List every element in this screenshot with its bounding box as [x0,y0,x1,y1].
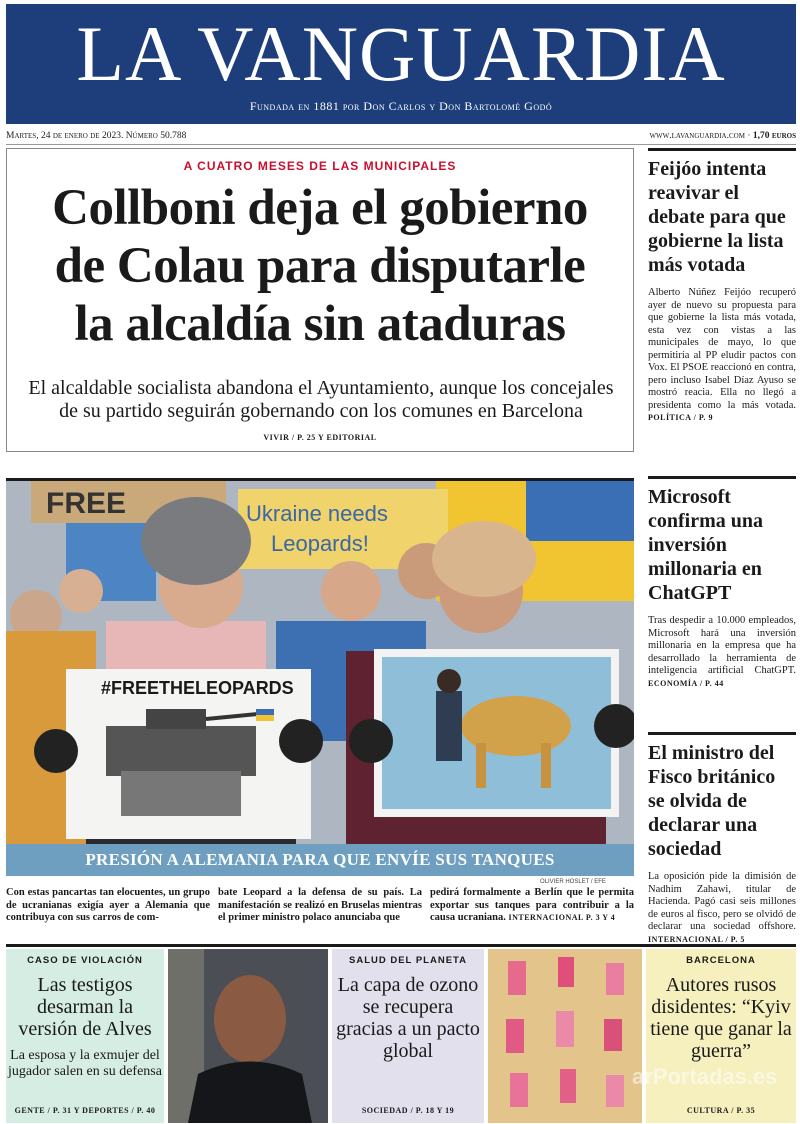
teaser-kicker: CASO DE VIOLACIÓN [27,955,143,966]
sign-hashtag: #FREETHELEOPARDS [101,678,294,698]
photo-credit: OLIVIER HOSLET / EFE [540,879,606,885]
newspaper-logo: LA VANGUARDIA [76,10,726,97]
teaser-headline: Autores rusos disidentes: “Kyiv tiene que ganar la guerra” [650,974,792,1062]
issue-date: Martes, 24 de enero de 2023. Número 50.788 [6,130,187,141]
photo-headline-bar: PRESIÓN A ALEMANIA PARA QUE ENVÍE SUS TANQUES [6,844,634,876]
sign-ukraine-line1: Ukraine needs [246,501,388,526]
sign-free-text: FREE [46,487,127,520]
lead-kicker: A CUATRO MESES DE LAS MUNICIPALES [183,159,457,173]
caption-col-2: bate Leopard a la defensa de su país. La manifestación se realizó en Bruselas mientras el primer ministro polaco anunciaba que [218,887,422,924]
watermark: arPortadas.es [632,1064,778,1089]
sign-ukraine-line2: Leopards! [271,531,369,556]
alves-portrait [168,949,328,1123]
founded-line: Fundada en 1881 por Don Carlos y Don Bartolomé Godó [249,99,553,113]
protest-illustration [6,481,634,844]
teaser-page-ref: SOCIEDAD / P. 18 Y 19 [361,1106,455,1115]
masthead [6,4,796,124]
teaser-kicker: SALUD DEL PLANETA [349,955,467,966]
caption-col-1: Con estas pancartas tan elocuentes, un grupo de ucranianas exigía ayer a Alemania que contribuya con sus carros de com- [6,887,210,924]
side-story-fisco [648,732,796,946]
photo-caption [6,887,634,925]
teaser-headline: Las testigos desarman la versión de Alves [18,974,152,1040]
side-page-ref: POLÍTICA / P. 9 [648,413,713,422]
side-body: La oposición pide la dimisión de Nadhim Zahawi, titular de Hacienda. Pagó casi seis millones de euros al fisco, pero se olvidó de declarar una sociedad offshore. INTERNACIONAL / P. 5 [648,871,796,944]
side-story-feijoo [648,148,796,425]
lead-deck: El alcaldable socialista abandona el Ayuntamiento, aunque los concejales de su partido seguirán gobernando con los comunes en Barcelona [28,377,614,422]
bottom-teasers [6,944,796,1122]
teaser-headline: La capa de ozono se recupera gracias a un pacto global [336,974,480,1062]
beach-image [488,949,642,1123]
side-body: Tras despedir a 10.000 empleados, Microsoft hará una inversión millonaria en la empresa que ha desarrollado la herramienta de inteligencia artificial ChatGPT. ECONOMÍA / P. 44 [648,615,796,688]
caption-page-ref: INTERNACIONAL P. 3 Y 4 [508,913,616,923]
teaser-kicker: BARCELONA [686,955,756,966]
lead-headline-line: de Colau para disputarle [54,238,586,294]
teaser-page-ref: GENTE / P. 31 Y DEPORTES / P. 40 [14,1106,156,1115]
side-story-microsoft [648,476,796,690]
price: 1,70 euros [752,130,796,141]
protest-photo [6,478,634,844]
portrait-image [168,949,328,1123]
side-body: Alberto Núñez Feijóo recuperó ayer de nuevo su propuesta para que gobierne la lista más votada, esta vez con vistas a las municipales de mayo, lo que permitiría al PP eludir pactos con Vox. El PSOE reaccionó en contra, pero incluso Isabel Díaz Ayuso se mostró reacia. Ella no llegó a presidenta como la más votada. POLÍTICA / P. 9 [648,287,796,422]
lead-page-ref: VIVIR / P. 25 Y EDITORIAL [263,433,377,442]
side-page-ref: INTERNACIONAL / P. 5 [648,934,745,944]
lead-headline [7,179,633,353]
teaser-ozono [332,949,484,1123]
side-headline: Microsoft confirma una inversión millonaria en ChatGPT [648,486,763,604]
dateline-right: www.lavanguardia.com · 1,70 euros [649,130,796,141]
teaser-alves [6,949,164,1123]
teaser-rusos [646,949,796,1123]
side-headline: Feijóo intenta reavivar el debate para que gobierne la lista más votada [648,158,786,276]
website-url: www.lavanguardia.com [649,130,745,141]
lead-headline-line: Collboni deja el gobierno [52,180,588,236]
side-headline: El ministro del Fisco británico se olvida de declarar una sociedad [648,742,776,860]
caption-col-3: pedirá formalmente a Berlín que le permita exportar sus tanques para contribuir a la causa ucraniana. INTERNACIONAL P. 3 Y 4 [430,887,634,924]
dateline [6,127,796,145]
teaser-page-ref: CULTURA / P. 35 [686,1106,756,1115]
lead-headline-line: la alcaldía sin ataduras [74,296,566,352]
teaser-subhead: La esposa y la exmujer del jugador salen en su defensa [8,1048,162,1079]
side-page-ref: ECONOMÍA / P. 44 [648,678,724,688]
lead-story [6,148,634,452]
beach-photo [488,949,642,1123]
